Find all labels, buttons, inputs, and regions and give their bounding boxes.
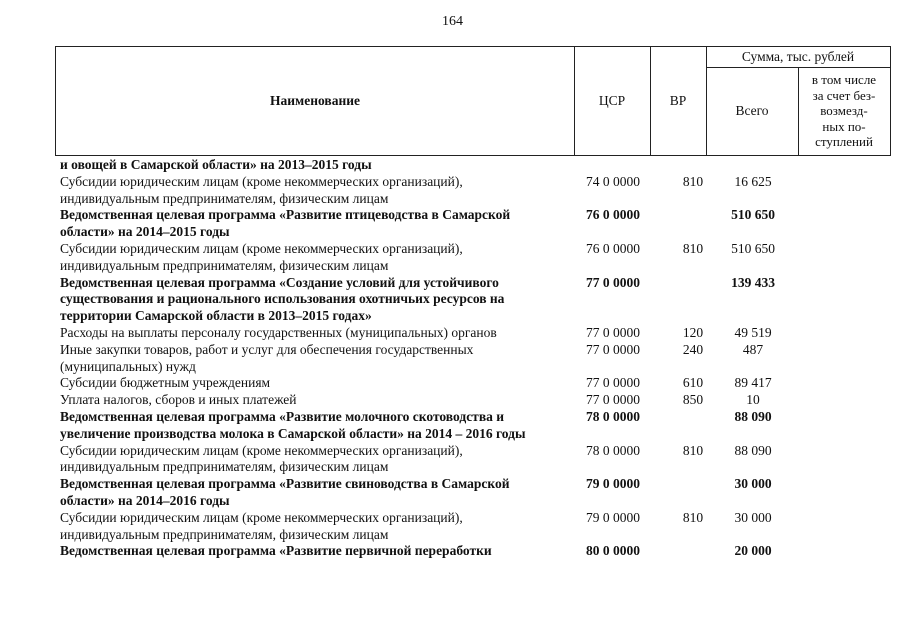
table-row [0, 342, 905, 376]
row-name: Ведомственная целевая программа «Развитие птицеводства в Самарской области» на 2014–2015 годы [60, 207, 511, 240]
table-row [0, 325, 905, 342]
header-total: Всего [735, 103, 769, 118]
row-total: 88 090 [734, 408, 772, 424]
row-csr: 74 0 0000 [586, 173, 640, 189]
table-row [0, 409, 905, 443]
row-csr: 77 0 0000 [586, 324, 640, 340]
header-csr: ЦСР [598, 93, 626, 108]
row-total: 139 433 [731, 274, 775, 290]
header-sum: Сумма, тыс. рублей [741, 49, 855, 64]
row-name: Субсидии юридическим лицам (кроме некоммерческих организаций), индивидуальным предпринимателям, физическим лицам [60, 442, 463, 475]
row-total: 88 090 [734, 442, 772, 458]
row-name: Иные закупки товаров, работ и услуг для обеспечения государственных (муниципальных) нужд [60, 341, 474, 374]
row-total: 20 000 [734, 543, 772, 559]
row-csr: 80 0 0000 [586, 543, 640, 559]
table-row [0, 157, 905, 174]
row-name: Ведомственная целевая программа «Развитие молочного скотоводства и увеличение производства молока в Самарской области» на 2014 – 2016 годы [60, 408, 526, 441]
row-vr: 810 [682, 509, 704, 525]
header-vr: ВР [669, 93, 687, 108]
row-csr: 77 0 0000 [586, 274, 640, 290]
row-name: Ведомственная целевая программа «Развитие свиноводства в Самарской области» на 2014–2016 годы [60, 476, 510, 508]
header-name: Наименование [270, 93, 360, 108]
table-row [0, 375, 905, 392]
row-vr: 810 [682, 240, 704, 256]
row-csr: 77 0 0000 [586, 375, 640, 391]
row-name: и овощей в Самарской области» на 2013–2015 годы [60, 157, 372, 172]
row-total: 487 [742, 341, 764, 357]
row-csr: 77 0 0000 [586, 341, 640, 357]
row-csr: 79 0 0000 [586, 476, 640, 492]
row-csr: 79 0 0000 [586, 509, 640, 525]
table-row [0, 510, 905, 544]
row-total: 10 [746, 392, 760, 408]
page-number: 164 [442, 14, 463, 29]
row-vr: 810 [682, 442, 704, 458]
row-name: Субсидии бюджетным учреждениям [60, 375, 271, 391]
row-vr: 610 [682, 375, 704, 391]
table-row [0, 275, 905, 325]
row-name: Субсидии юридическим лицам (кроме некоммерческих организаций), индивидуальным предпринимателям, физическим лицам [60, 173, 463, 206]
header-gratuitous: в том числе за счет без- возмезд- ных по- ступлений [811, 72, 877, 150]
row-csr: 78 0 0000 [586, 408, 640, 424]
row-total: 49 519 [734, 324, 772, 340]
row-name: Субсидии юридическим лицам (кроме некоммерческих организаций), индивидуальным предпринимателям, физическим лицам [60, 240, 463, 273]
table-row [0, 174, 905, 208]
table-row [0, 543, 905, 560]
row-vr: 240 [682, 341, 704, 357]
row-csr: 78 0 0000 [586, 442, 640, 458]
row-total: 16 625 [734, 173, 772, 189]
row-vr: 850 [682, 392, 704, 408]
row-vr: 810 [682, 173, 704, 189]
table-row [0, 207, 905, 241]
row-name: Расходы на выплаты персоналу государственных (муниципальных) органов [60, 324, 497, 340]
table-row [0, 476, 905, 510]
row-name: Ведомственная целевая программа «Создание условий для устойчивого существования и рационального использования охотничьих ресурсов на территории Самарской области в 2013–2015 годах» [60, 274, 505, 324]
row-csr: 77 0 0000 [586, 392, 640, 408]
row-total: 30 000 [734, 476, 772, 492]
table-row [0, 241, 905, 275]
row-csr: 76 0 0000 [586, 207, 640, 223]
table-row [0, 443, 905, 477]
table-row [0, 392, 905, 409]
row-total: 30 000 [734, 509, 772, 525]
row-name: Уплата налогов, сборов и иных платежей [60, 392, 297, 408]
row-csr: 76 0 0000 [586, 240, 640, 256]
table-body [0, 157, 905, 560]
row-name: Ведомственная целевая программа «Развитие первичной переработки [60, 543, 492, 559]
row-name: Субсидии юридическим лицам (кроме некоммерческих организаций), индивидуальным предпринимателям, физическим лицам [60, 509, 463, 542]
table-header [55, 46, 891, 156]
row-vr: 120 [682, 324, 704, 340]
row-total: 510 650 [731, 207, 775, 223]
row-total: 89 417 [734, 375, 772, 391]
row-total: 510 650 [731, 240, 775, 256]
